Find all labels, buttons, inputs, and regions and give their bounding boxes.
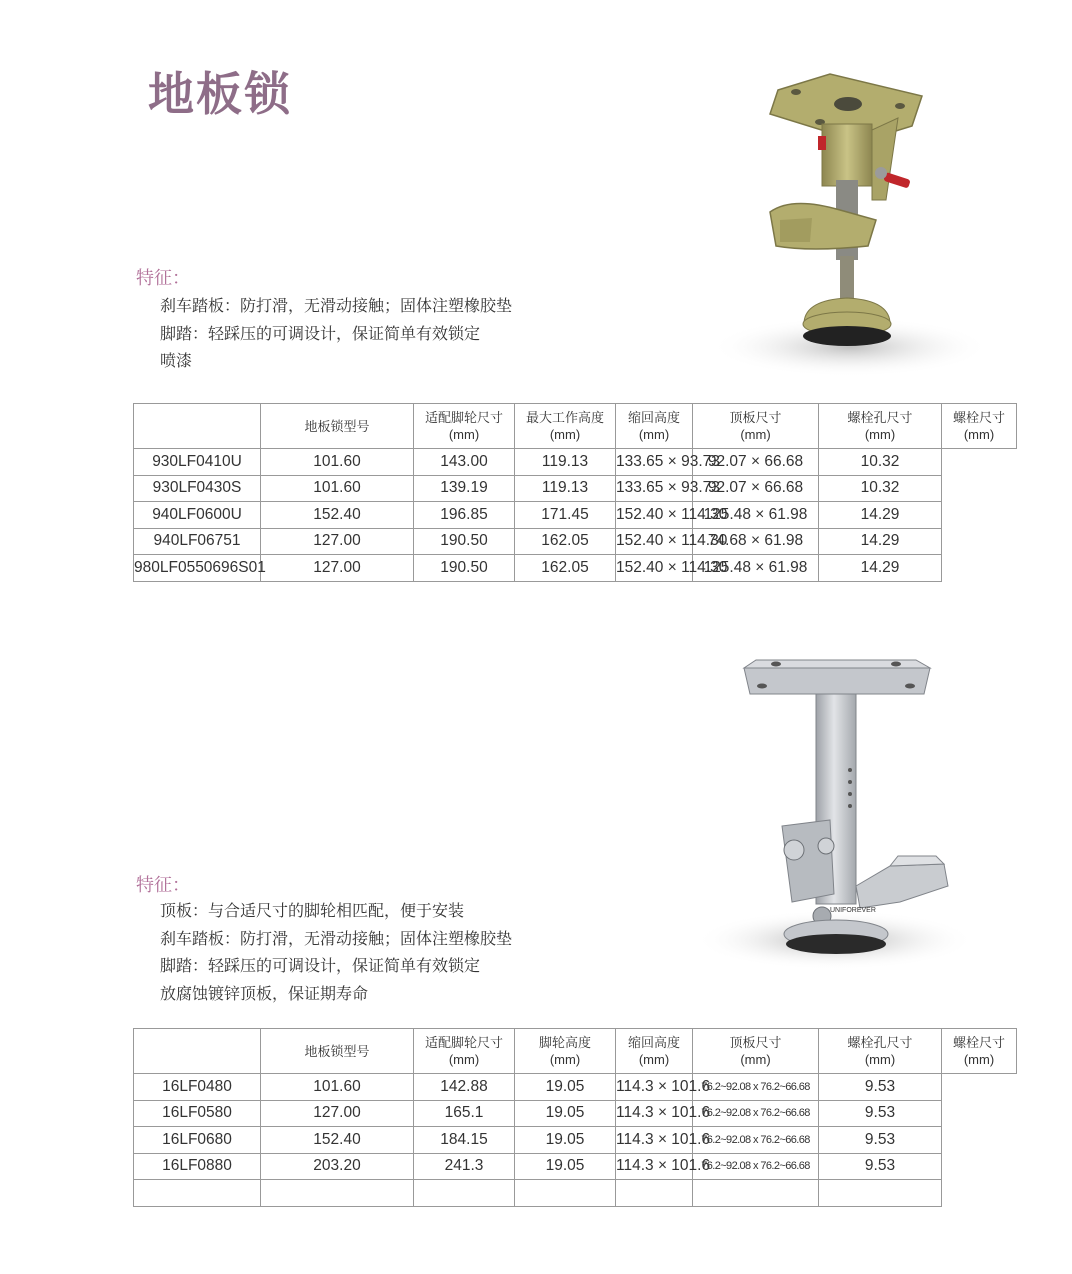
table-cell: 119.13 bbox=[515, 449, 616, 476]
table-cell: 119.13 bbox=[515, 475, 616, 502]
table-cell: 19.05 bbox=[515, 1074, 616, 1101]
table-cell: 114.3 × 101.6 bbox=[616, 1153, 693, 1180]
table-row bbox=[134, 449, 1017, 476]
table-row bbox=[134, 502, 1017, 529]
table-row bbox=[134, 475, 1017, 502]
table-cell: 152.40 bbox=[261, 1127, 414, 1154]
table-cell: 16LF0480 bbox=[134, 1074, 261, 1101]
floor-lock-olive-image bbox=[700, 60, 1000, 380]
table-cell: 190.50 bbox=[414, 555, 515, 582]
column-header-unit: (mm) bbox=[549, 427, 581, 442]
table-cell: 133.65 × 93.73 bbox=[616, 449, 693, 476]
page-title: 地板锁 bbox=[148, 67, 292, 121]
blank-header-cell bbox=[134, 404, 261, 449]
table-cell: 92.07 × 66.68 bbox=[693, 475, 819, 502]
table-row bbox=[134, 1127, 1017, 1154]
column-header-label: 螺栓孔尺寸 bbox=[847, 410, 913, 425]
column-header-label: 顶板尺寸 bbox=[729, 1035, 782, 1050]
table-cell: 125.48 × 61.98 bbox=[693, 555, 819, 582]
column-header-label: 螺栓尺寸 bbox=[952, 410, 1005, 425]
spec-table-1 bbox=[133, 403, 1017, 582]
table-cell: 162.05 bbox=[515, 528, 616, 555]
column-header-label: 缩回高度 bbox=[627, 410, 680, 425]
column-header bbox=[942, 404, 1017, 449]
table-cell: 139.19 bbox=[414, 475, 515, 502]
table-cell: 14.29 bbox=[819, 555, 942, 582]
table-row bbox=[134, 1074, 1017, 1101]
column-header-label: 缩回高度 bbox=[627, 1035, 680, 1050]
table-cell: 241.3 bbox=[414, 1153, 515, 1180]
table-row bbox=[134, 528, 1017, 555]
floor-lock-silver-image bbox=[690, 650, 990, 980]
feature-item: 刹车踏板：防打滑，无滑动接触；固体注塑橡胶垫 bbox=[160, 928, 513, 948]
table-cell: 184.15 bbox=[414, 1127, 515, 1154]
column-header bbox=[515, 1029, 616, 1074]
table-row bbox=[134, 555, 1017, 582]
table-cell: 92.07 × 66.68 bbox=[693, 449, 819, 476]
feature-item: 脚踏：轻踩压的可调设计，保证简单有效锁定 bbox=[160, 323, 481, 343]
features-heading-1: 特征： bbox=[136, 268, 190, 289]
column-header-unit: (mm) bbox=[448, 427, 480, 442]
table-cell bbox=[515, 1180, 616, 1207]
table-cell: 190.50 bbox=[414, 528, 515, 555]
table-cell: 16LF0680 bbox=[134, 1127, 261, 1154]
table-cell: 171.45 bbox=[515, 502, 616, 529]
column-header-unit: (mm) bbox=[448, 1052, 480, 1067]
spec-table-2-header-row bbox=[134, 1029, 1017, 1074]
spec-table-2 bbox=[133, 1028, 1017, 1207]
table-cell: 101.60 bbox=[261, 1074, 414, 1101]
table-cell: 9.53 bbox=[819, 1100, 942, 1127]
feature-item: 顶板：与合适尺寸的脚轮相匹配，便于安装 bbox=[160, 901, 465, 920]
column-header-unit: (mm) bbox=[740, 427, 771, 442]
table-cell: 133.65 × 93.73 bbox=[616, 475, 693, 502]
column-header bbox=[414, 1029, 515, 1074]
column-header-label: 顶板尺寸 bbox=[729, 410, 782, 425]
column-header-unit: (mm) bbox=[549, 1052, 581, 1067]
table-cell: 142.88 bbox=[414, 1074, 515, 1101]
table-cell: 9.53 bbox=[819, 1127, 942, 1154]
table-cell bbox=[616, 1180, 693, 1207]
table-cell: 980LF0550696S01 bbox=[134, 555, 261, 582]
table-cell: 114.3 × 101.6 bbox=[616, 1074, 693, 1101]
column-header bbox=[693, 404, 819, 449]
table-cell: 19.05 bbox=[515, 1153, 616, 1180]
table-cell: 114.3 × 101.6 bbox=[616, 1127, 693, 1154]
column-header-unit: (mm) bbox=[864, 1052, 896, 1067]
table-cell: 19.05 bbox=[515, 1100, 616, 1127]
column-header-label: 脚轮高度 bbox=[538, 1035, 591, 1050]
table-cell: 74.68 × 61.98 bbox=[693, 528, 819, 555]
table-cell bbox=[693, 1180, 819, 1207]
table-cell bbox=[819, 1180, 942, 1207]
table-cell: 10.32 bbox=[819, 449, 942, 476]
table-cell: 16LF0880 bbox=[134, 1153, 261, 1180]
column-header-label: 地板锁型号 bbox=[304, 418, 370, 434]
table-cell: 127.00 bbox=[261, 555, 414, 582]
table-cell: 101.60 bbox=[261, 449, 414, 476]
features-list-2 bbox=[160, 897, 512, 1007]
table-cell: 14.29 bbox=[819, 528, 942, 555]
table-cell: 930LF0430S bbox=[134, 475, 261, 502]
column-header bbox=[819, 1029, 942, 1074]
table-cell: 19.05 bbox=[515, 1127, 616, 1154]
column-header-label: 适配脚轮尺寸 bbox=[424, 1035, 503, 1050]
column-header-unit: (mm) bbox=[864, 427, 896, 442]
table-cell: 76.2~92.08 x 76.2~66.68 bbox=[693, 1153, 819, 1180]
table-cell: 152.40 bbox=[261, 502, 414, 529]
table-cell: 152.40 × 114.30 bbox=[616, 502, 693, 529]
feature-item: 脚踏：轻踩压的可调设计，保证简单有效锁定 bbox=[160, 956, 481, 975]
table-cell: 9.53 bbox=[819, 1153, 942, 1180]
table-cell: 114.3 × 101.6 bbox=[616, 1100, 693, 1127]
table-cell: 76.2~92.08 x 76.2~66.68 bbox=[693, 1127, 819, 1154]
table-cell: 162.05 bbox=[515, 555, 616, 582]
product-label: UNIFOREVER bbox=[830, 907, 876, 914]
table-cell: 125.48 × 61.98 bbox=[693, 502, 819, 529]
column-header-label: 最大工作高度 bbox=[525, 410, 604, 425]
blank-header-cell bbox=[134, 1029, 261, 1074]
column-header-label: 地板锁型号 bbox=[304, 1043, 370, 1059]
column-header-unit: (mm) bbox=[963, 1052, 995, 1067]
table-cell bbox=[261, 1180, 414, 1207]
table-cell: 76.2~92.08 x 76.2~66.68 bbox=[693, 1100, 819, 1127]
column-header-unit: (mm) bbox=[638, 427, 670, 442]
table-cell bbox=[414, 1180, 515, 1207]
column-header bbox=[693, 1029, 819, 1074]
table-cell: 76.2~92.08 x 76.2~66.68 bbox=[693, 1074, 819, 1101]
table-cell: 152.40 × 114.30 bbox=[616, 555, 693, 582]
column-header bbox=[261, 404, 414, 449]
table-row bbox=[134, 1100, 1017, 1127]
table-cell: 203.20 bbox=[261, 1153, 414, 1180]
table-cell: 101.60 bbox=[261, 475, 414, 502]
column-header-unit: (mm) bbox=[963, 427, 995, 442]
table-cell: 143.00 bbox=[414, 449, 515, 476]
table-cell: 152.40 × 114.30 bbox=[616, 528, 693, 555]
features-list-1 bbox=[160, 292, 512, 375]
table-cell bbox=[134, 1180, 261, 1207]
column-header bbox=[515, 404, 616, 449]
feature-item: 喷漆 bbox=[160, 351, 193, 370]
column-header bbox=[261, 1029, 414, 1074]
column-header bbox=[942, 1029, 1017, 1074]
table-cell: 10.32 bbox=[819, 475, 942, 502]
feature-item: 刹车踏板：防打滑，无滑动接触；固体注塑橡胶垫 bbox=[160, 296, 513, 315]
column-header bbox=[616, 1029, 693, 1074]
column-header-unit: (mm) bbox=[638, 1052, 670, 1067]
column-header bbox=[414, 404, 515, 449]
column-header-unit: (mm) bbox=[740, 1052, 771, 1067]
spec-table-1-header-row bbox=[134, 404, 1017, 449]
column-header bbox=[616, 404, 693, 449]
column-header-label: 螺栓孔尺寸 bbox=[847, 1035, 913, 1050]
column-header-label: 螺栓尺寸 bbox=[952, 1035, 1005, 1050]
features-heading-2: 特征： bbox=[136, 875, 190, 896]
table-row bbox=[134, 1180, 1017, 1207]
feature-item: 放腐蚀镀锌顶板，保证期寿命 bbox=[160, 983, 369, 1003]
table-cell: 127.00 bbox=[261, 1100, 414, 1127]
table-cell: 196.85 bbox=[414, 502, 515, 529]
column-header-label: 适配脚轮尺寸 bbox=[424, 410, 503, 425]
table-cell: 940LF0600U bbox=[134, 502, 261, 529]
table-row bbox=[134, 1153, 1017, 1180]
table-cell: 127.00 bbox=[261, 528, 414, 555]
table-cell: 165.1 bbox=[414, 1100, 515, 1127]
table-cell: 14.29 bbox=[819, 502, 942, 529]
table-cell: 930LF0410U bbox=[134, 449, 261, 476]
table-cell: 9.53 bbox=[819, 1074, 942, 1101]
table-cell: 940LF06751 bbox=[134, 528, 261, 555]
table-cell: 16LF0580 bbox=[134, 1100, 261, 1127]
column-header bbox=[819, 404, 942, 449]
